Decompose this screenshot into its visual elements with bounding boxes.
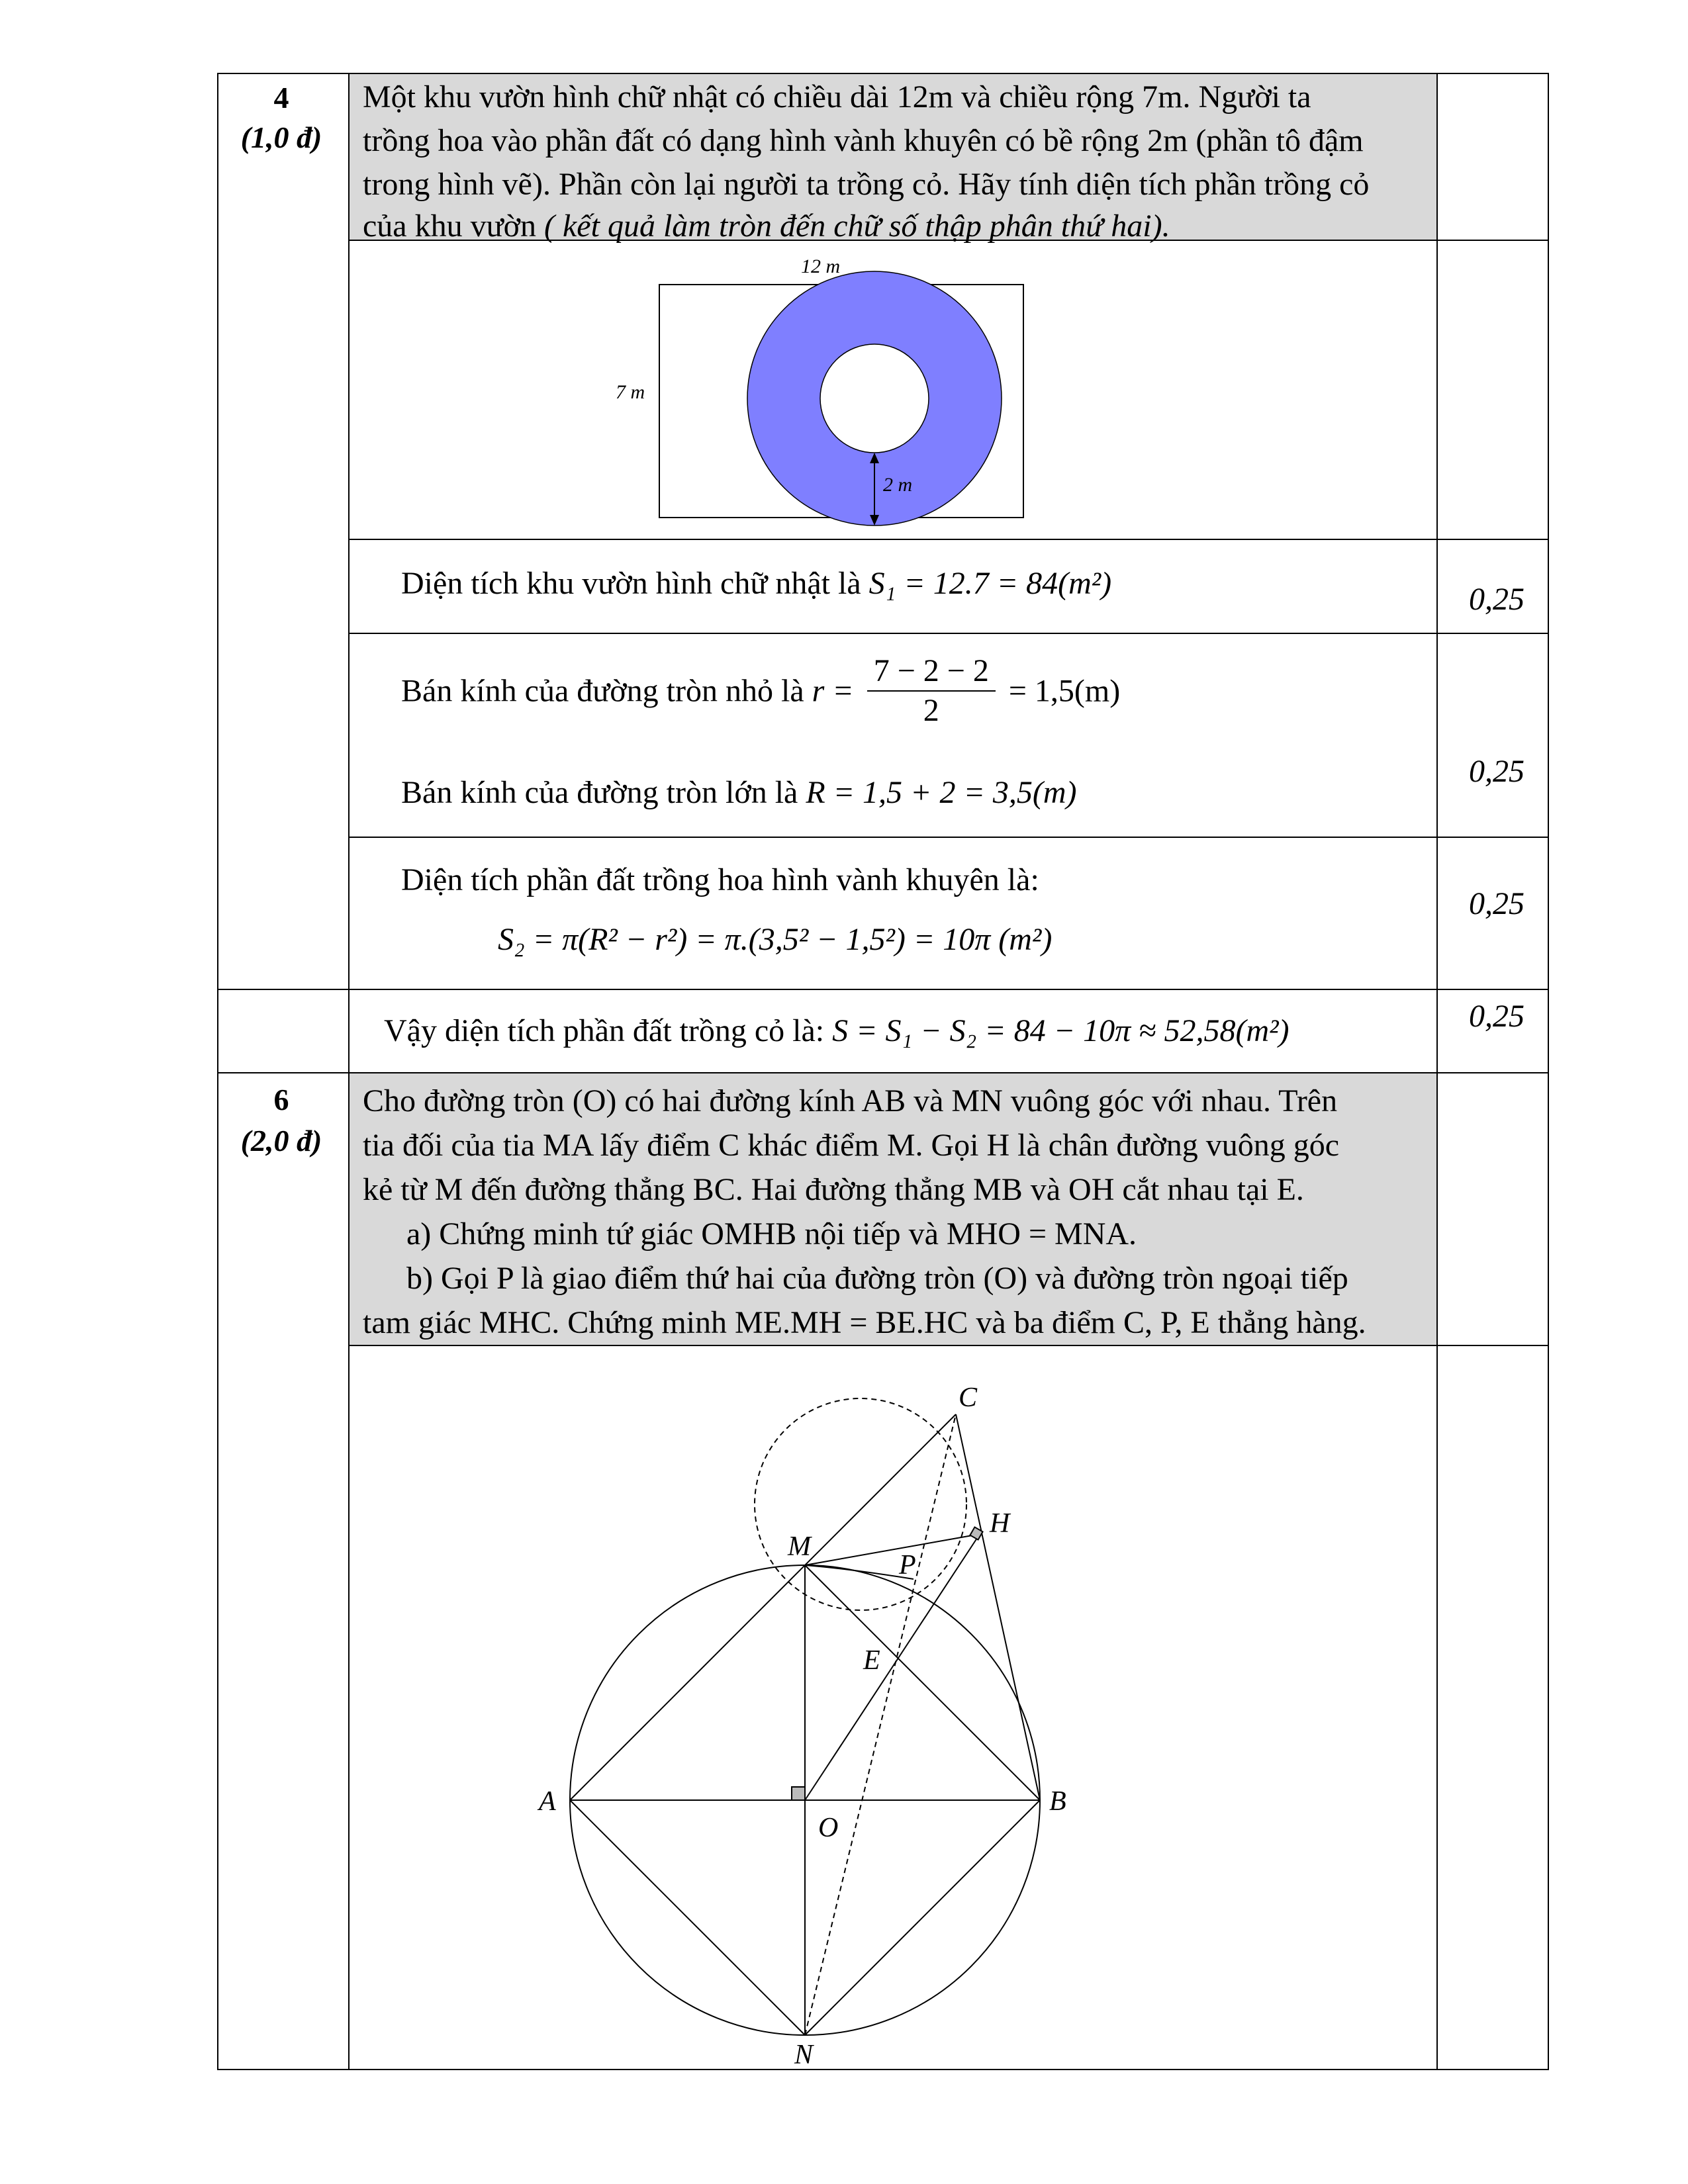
- q4-step-4-text: Diện tích phần đất trồng hoa hình vành khuyên là:: [401, 862, 1039, 897]
- q6-geometry-figure: [516, 1383, 1112, 2065]
- segment-mb: [805, 1565, 1040, 1800]
- label-c: C: [959, 1383, 978, 1413]
- segment-cb: [956, 1414, 1040, 1800]
- ring-width-label: 2 m: [883, 474, 913, 496]
- segment-nb: [805, 1800, 1040, 2035]
- q4-step-3-text: Bán kính của đường tròn lớn là: [401, 775, 798, 810]
- table-col-divider-1: [348, 73, 350, 2070]
- q6-problem-line: tam giác MHC. Chứng minh ME.MH = BE.HC và ba điểm C, P, E thẳng hàng.: [363, 1305, 1366, 1340]
- table-col-divider-2: [1436, 73, 1438, 2070]
- fraction-denominator: 2: [923, 693, 939, 728]
- fraction-numerator: 7 − 2 − 2: [867, 652, 996, 692]
- q4-problem-last-italic: ( kết quả làm tròn đến chữ số thập phân thứ hai).: [544, 208, 1170, 244]
- q6-problem-line: kẻ từ M đến đường thẳng BC. Hai đường thẳng MB và OH cắt nhau tại E.: [363, 1172, 1304, 1207]
- q4-problem-line: trồng hoa vào phần đất có dạng hình vành khuyên có bề rộng 2m (phần tô đậm: [363, 123, 1364, 158]
- q6-points: (2,0 đ): [240, 1124, 322, 1158]
- q4-step-1: [401, 564, 1111, 604]
- label-a: A: [539, 1786, 556, 1817]
- row-line: [217, 1072, 1549, 1073]
- row-line: [350, 1345, 1549, 1346]
- q6-problem-text: [363, 1079, 1425, 1345]
- label-e: E: [863, 1645, 880, 1676]
- q4-step-5: [384, 1011, 1289, 1051]
- q4-step-4-formula: S₂ = π(R² − r²) = π.(3,5² − 1,5²) = 10π (m²): [498, 922, 1053, 957]
- q4-step-2-fraction: [867, 652, 996, 730]
- q4-step-5-text: Vậy diện tích phần đất trồng cỏ là:: [384, 1013, 825, 1048]
- q4-step-3: [401, 773, 1076, 813]
- q4-problem-line: trong hình vẽ). Phần còn lại người ta trồng cỏ. Hãy tính diện tích phần trồng cỏ: [363, 167, 1370, 202]
- table-border-bottom: [217, 2069, 1549, 2070]
- table-border-right: [1548, 73, 1549, 2070]
- label-b: B: [1049, 1786, 1066, 1817]
- q4-step-2-rhs: = 1,5(m): [1008, 673, 1121, 709]
- row-line: [350, 539, 1549, 540]
- length-label: 12 m: [801, 255, 841, 277]
- label-n: N: [794, 2040, 814, 2065]
- q4-step-1-text: Diện tích khu vườn hình chữ nhật là: [401, 566, 861, 601]
- q4-step-1-formula: S₁ = 12.7 = 84(m²): [868, 566, 1112, 601]
- q4-step-1-score: 0,25: [1469, 582, 1524, 617]
- right-angle-o: [792, 1787, 805, 1800]
- label-o: O: [818, 1813, 839, 1843]
- label-h: H: [990, 1508, 1010, 1539]
- q4-problem-line: [363, 206, 1425, 246]
- label-p: P: [899, 1550, 916, 1580]
- q6-problem-line: tia đối của tia MA lấy điểm C khác điểm M. Gọi H là chân đường vuông góc: [363, 1128, 1340, 1163]
- q4-step-5-score: 0,25: [1469, 999, 1524, 1034]
- inner-circle: [820, 344, 929, 453]
- table-border-left: [217, 73, 218, 2070]
- row-line: [217, 989, 1549, 990]
- q6-problem-line: b) Gọi P là giao điểm thứ hai của đường tròn (O) và đường tròn ngoại tiếp: [406, 1261, 1348, 1296]
- row-line: [350, 837, 1549, 838]
- row-line: [350, 633, 1549, 634]
- q4-problem-text: [363, 75, 1425, 246]
- q4-step-2-text: Bán kính của đường tròn nhỏ là: [401, 673, 804, 709]
- q4-step-2: [401, 652, 1120, 730]
- segment-oh: [805, 1534, 980, 1800]
- q4-step-3-formula: R = 1,5 + 2 = 3,5(m): [806, 775, 1077, 810]
- q6-problem-line: a) Chứng minh tứ giác OMHB nội tiếp và MHO = MNA.: [406, 1216, 1137, 1251]
- q4-step-5-formula: S = S₁ − S₂ = 84 − 10π ≈ 52,58(m²): [832, 1013, 1289, 1048]
- q4-garden-figure: [596, 251, 1112, 529]
- q4-step-2-lhs: r =: [812, 673, 854, 709]
- q4-step-4: [401, 860, 1039, 900]
- q4-step-3-score: 0,25: [1469, 754, 1524, 789]
- q6-problem-line: Cho đường tròn (O) có hai đường kính AB và MN vuông góc với nhau. Trên: [363, 1083, 1338, 1118]
- segment-ac: [570, 1414, 956, 1800]
- segment-nc: [805, 1414, 956, 2035]
- q4-points: (1,0 đ): [240, 120, 322, 154]
- q4-problem-last-plain: của khu vườn: [363, 208, 537, 244]
- circle-mhc: [755, 1398, 966, 1610]
- segment-an: [570, 1800, 805, 2035]
- q4-problem-line: Một khu vườn hình chữ nhật có chiều dài 12m và chiều rộng 7m. Người ta: [363, 79, 1311, 114]
- width-label: 7 m: [616, 381, 645, 403]
- q6-number: 6: [273, 1083, 289, 1116]
- label-m: M: [788, 1531, 811, 1562]
- q4-step-4-score: 0,25: [1469, 886, 1524, 921]
- q4-number: 4: [273, 81, 289, 114]
